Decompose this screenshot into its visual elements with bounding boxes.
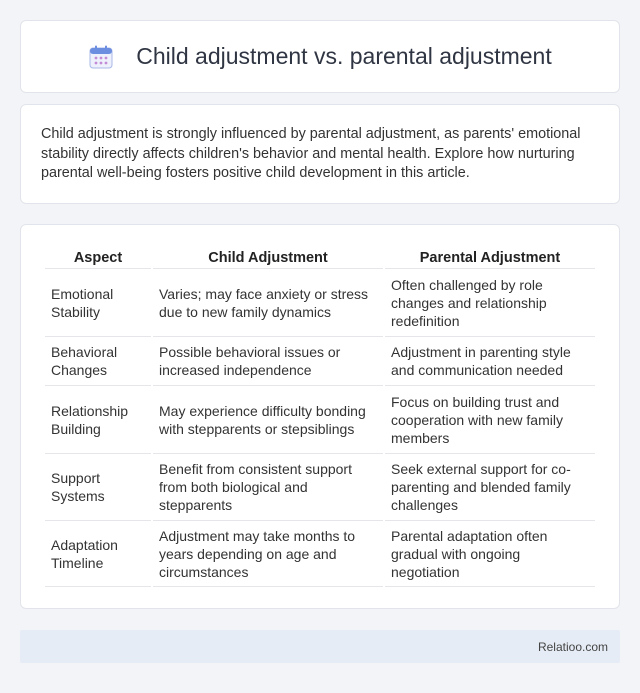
header-aspect: Aspect <box>45 245 151 269</box>
table-row <box>45 386 595 454</box>
table-row <box>45 521 595 587</box>
table-row <box>45 454 595 521</box>
cell-parent: Adjustment in parenting style and communication needed <box>385 337 595 386</box>
footer-brand-link[interactable]: Relatioo.com <box>537 639 608 654</box>
comparison-card <box>20 224 620 609</box>
header-card <box>20 20 620 93</box>
cell-child: Benefit from consistent support from both biological and stepparents <box>153 454 383 521</box>
table-row <box>45 269 595 337</box>
cell-child: Varies; may face anxiety or stress due to new family dynamics <box>153 269 383 337</box>
page-title: Child adjustment vs. parental adjustment <box>136 43 552 69</box>
footer <box>20 630 620 663</box>
intro-card <box>20 104 620 204</box>
intro-text: Child adjustment is strongly influenced by parental adjustment, as parents' emotional stability directly affects children's behavior and mental health. Explore how nurturing parental well-being fosters positive child development in this article. <box>41 126 581 181</box>
table-header-row <box>45 245 595 269</box>
comparison-table <box>43 245 597 587</box>
table-row <box>45 337 595 386</box>
cell-aspect: Emotional Stability <box>45 269 151 337</box>
cell-aspect: Behavioral Changes <box>45 337 151 386</box>
cell-aspect: Support Systems <box>45 454 151 521</box>
cell-child: Adjustment may take months to years depending on age and circumstances <box>153 521 383 587</box>
cell-parent: Focus on building trust and cooperation with new family members <box>385 386 595 454</box>
cell-child: May experience difficulty bonding with stepparents or stepsiblings <box>153 386 383 454</box>
header-child-adjustment: Child Adjustment <box>153 245 383 269</box>
cell-parent: Often challenged by role changes and relationship redefinition <box>385 269 595 337</box>
header-parental-adjustment: Parental Adjustment <box>385 245 595 269</box>
calendar-icon <box>88 44 114 70</box>
cell-parent: Parental adaptation often gradual with ongoing negotiation <box>385 521 595 587</box>
cell-aspect: Relationship Building <box>45 386 151 454</box>
cell-aspect: Adaptation Timeline <box>45 521 151 587</box>
cell-parent: Seek external support for co-parenting and blended family challenges <box>385 454 595 521</box>
cell-child: Possible behavioral issues or increased independence <box>153 337 383 386</box>
